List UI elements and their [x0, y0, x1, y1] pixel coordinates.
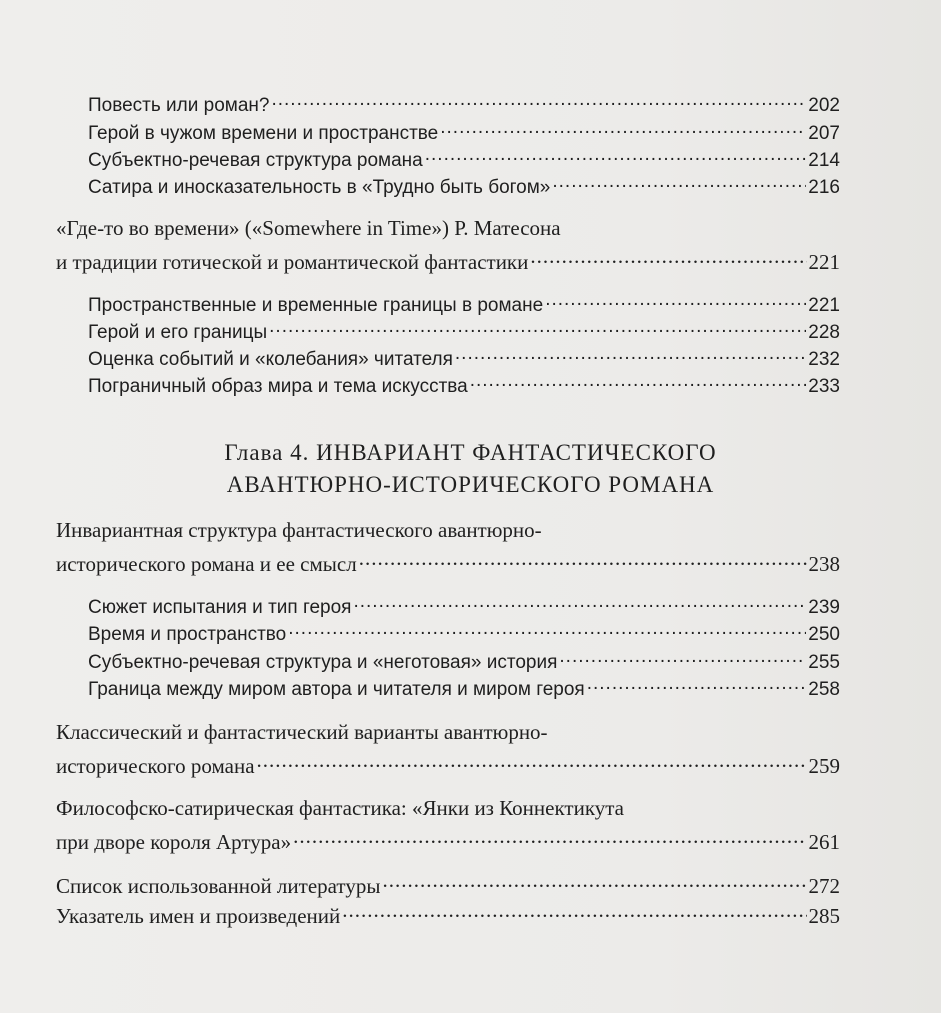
dot-leader	[342, 902, 806, 923]
toc-section-title-line: Инвариантная структура фантастического авантюрно-	[56, 518, 542, 542]
toc-entry-label: при дворе короля Артура»	[56, 830, 292, 854]
toc-page-number: 259	[808, 754, 840, 778]
toc-entry	[88, 292, 840, 317]
toc-entry-label: Герой в чужом времени и пространстве	[88, 123, 439, 144]
dot-leader	[559, 649, 806, 668]
toc-entry-label: Список использованной литературы	[56, 874, 381, 898]
toc-entry-label: исторического романа	[56, 754, 255, 778]
dot-leader	[530, 248, 806, 269]
toc-page-number: 261	[808, 830, 840, 854]
toc-entry-label: Субъектно-речевая структура и «неготовая» история	[88, 652, 558, 673]
dot-leader	[288, 621, 806, 640]
toc-entry	[88, 373, 840, 398]
toc-page-number: 232	[808, 349, 840, 370]
toc-entry-label: исторического романа и ее смысл	[56, 552, 357, 576]
toc-entry-label: Пограничный образ мира и тема искусства	[88, 376, 468, 397]
dot-leader	[552, 174, 806, 193]
dot-leader	[545, 292, 806, 311]
dot-leader	[293, 828, 806, 849]
toc-entry-label: Повесть или роман?	[88, 95, 270, 116]
toc-entry-label: Субъектно-речевая структура романа	[88, 150, 423, 171]
toc-section-title-line: Философско-сатирическая фантастика: «Янки из Коннектикута	[56, 796, 624, 820]
toc-entry	[88, 92, 840, 117]
toc-entry	[56, 752, 840, 779]
toc-page-number: 272	[808, 874, 840, 898]
toc-entry	[88, 621, 840, 646]
toc-page-number: 202	[808, 95, 840, 116]
toc-entry-label: Герой и его границы	[88, 322, 268, 343]
toc-entry-label: Сюжет испытания и тип героя	[88, 597, 352, 618]
toc-entry	[88, 147, 840, 172]
toc-entry	[88, 346, 840, 371]
toc-entry-label: и традиции готической и романтической фантастики	[56, 250, 529, 274]
toc-entry	[56, 248, 840, 275]
toc-entry	[56, 828, 840, 855]
toc-entry	[56, 550, 840, 577]
dot-leader	[382, 872, 806, 893]
toc-entry-label: Граница между миром автора и читателя и миром героя	[88, 679, 585, 700]
toc-entry	[88, 174, 840, 199]
dot-leader	[587, 676, 807, 695]
toc-page-number: 239	[808, 597, 840, 618]
toc-entry	[88, 676, 840, 701]
toc-page-number: 250	[808, 624, 840, 645]
dot-leader	[440, 120, 806, 139]
toc-page-number: 258	[808, 679, 840, 700]
toc-entry-label: Указатель имен и произведений	[56, 904, 341, 928]
dot-leader	[353, 594, 806, 613]
toc-page-number: 221	[808, 295, 840, 316]
dot-leader	[455, 346, 806, 365]
dot-leader	[425, 147, 807, 166]
toc-entry-label: Пространственные и временные границы в романе	[88, 295, 544, 316]
toc-section-title-line: Классический и фантастический варианты авантюрно-	[56, 720, 548, 744]
toc-entry	[88, 594, 840, 619]
toc-entry-label: Сатира и иносказательность в «Трудно быть богом»	[88, 177, 551, 198]
toc-entry	[56, 872, 840, 899]
toc-entry	[88, 649, 840, 674]
toc-entry-label: Оценка событий и «колебания» читателя	[88, 349, 453, 370]
toc-section-title-line: «Где-то во времени» («Somewhere in Time») Р. Матесона	[56, 216, 561, 240]
toc-entry	[88, 319, 840, 344]
dot-leader	[271, 92, 806, 111]
toc-entry	[88, 120, 840, 145]
toc-page-number: 238	[808, 552, 840, 576]
toc-page-number: 207	[808, 123, 840, 144]
dot-leader	[257, 752, 807, 773]
dot-leader	[269, 319, 806, 338]
toc-page-number: 233	[808, 376, 840, 397]
toc-page-number: 228	[808, 322, 840, 343]
toc-page-number: 221	[808, 250, 840, 274]
dot-leader	[359, 550, 807, 571]
chapter-heading: АВАНТЮРНО-ИСТОРИЧЕСКОГО РОМАНА	[226, 472, 715, 497]
toc-page-number: 214	[808, 150, 840, 171]
toc-entry	[56, 902, 840, 929]
dot-leader	[470, 373, 807, 392]
toc-page-number: 255	[808, 652, 840, 673]
toc-page-number: 285	[808, 904, 840, 928]
toc-page-number: 216	[808, 177, 840, 198]
chapter-heading: Глава 4. ИНВАРИАНТ ФАНТАСТИЧЕСКОГО	[224, 440, 717, 465]
toc-entry-label: Время и пространство	[88, 624, 287, 645]
